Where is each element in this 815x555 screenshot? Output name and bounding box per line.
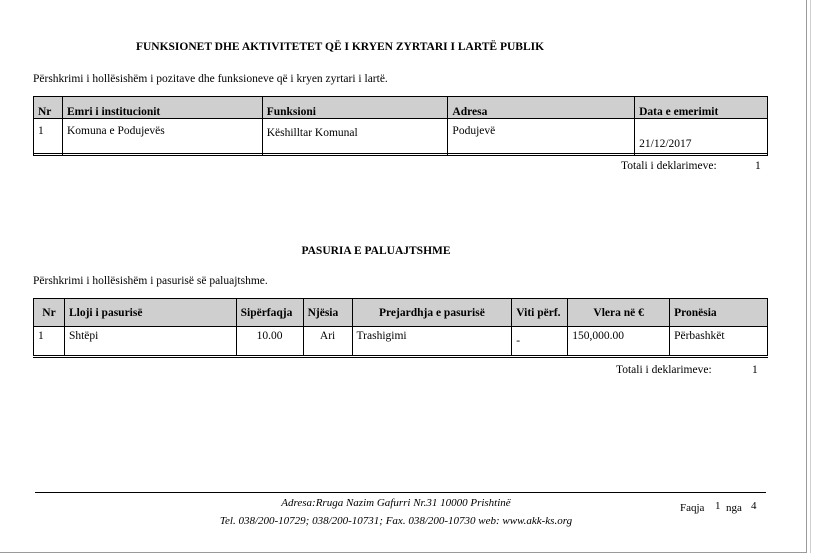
cell-area: 10.00: [236, 327, 303, 356]
cell-ownership: Përbashkët: [670, 327, 768, 356]
table-row: [34, 119, 768, 156]
col-header-function: Funksioni: [262, 97, 448, 119]
cell-function: Këshilltar Komunal: [262, 119, 448, 156]
section1-description: Përshkrimi i hollësishëm i pozitave dhe funksioneve që i kryen zyrtari i lartë.: [33, 73, 388, 85]
col-header-origin: Prejardhja e pasurisë: [352, 299, 512, 327]
footer-contact: Tel. 038/200-10729; 038/200-10731; Fax. 038/200-10730 web: www.akk-ks.org: [219, 515, 573, 527]
section1-total-label: Totali i deklarimeve:: [621, 160, 717, 172]
section2-total-label: Totali i deklarimeve:: [616, 364, 712, 376]
section1-total-value: 1: [755, 160, 761, 172]
section2-total-value: 1: [752, 364, 758, 376]
immovable-property-table: [33, 298, 768, 356]
page-edge: [806, 0, 807, 553]
functions-table: [33, 96, 768, 156]
col-header-institution: Emri i institucionit: [62, 97, 262, 119]
page-edge-bottom: [0, 552, 807, 553]
section2-title: PASURIA E PALUAJTSHME: [301, 245, 451, 257]
cell-nr: 1: [34, 119, 63, 156]
cell-value: 150,000.00: [568, 327, 670, 356]
table-header-row: [34, 97, 768, 119]
cell-property-type: Shtëpi: [64, 327, 236, 356]
cell-origin: Trashigimi: [352, 327, 512, 356]
cell-address: Podujevë: [448, 119, 635, 156]
col-header-unit: Njësia: [303, 299, 352, 327]
col-header-appointment-date: Data e emerimit: [635, 97, 768, 119]
page-label: Faqja: [680, 502, 705, 514]
page-of-label: nga: [726, 502, 742, 514]
col-header-address: Adresa: [448, 97, 635, 119]
footer-address: Adresa:Rruga Nazim Gafurri Nr.31 10000 Prishtinë: [281, 497, 511, 509]
footer-rule: [35, 492, 766, 493]
page-total: 4: [751, 500, 757, 512]
col-header-nr: Nr: [34, 97, 63, 119]
col-header-value: Vlera në €: [568, 299, 670, 327]
col-header-property-type: Lloji i pasurisë: [64, 299, 236, 327]
section1-title: FUNKSIONET DHE AKTIVITETET QË I KRYEN ZYRTARI I LARTË PUBLIK: [135, 41, 545, 53]
col-header-year: Viti përf.: [512, 299, 568, 327]
col-header-area: Sipërfaqja: [236, 299, 303, 327]
cell-appointment-date: 21/12/2017: [635, 119, 768, 156]
table-bottom-rule: [33, 357, 768, 358]
cell-nr: 1: [34, 327, 65, 356]
table-header-row: [34, 299, 768, 327]
cell-year: -: [512, 327, 568, 356]
section2-description: Përshkrimi i hollësishëm i pasurisë së paluajtshme.: [33, 275, 268, 287]
cell-unit: Ari: [303, 327, 352, 356]
table-row: [34, 327, 768, 356]
col-header-nr: Nr: [34, 299, 65, 327]
table-bottom-rule: [33, 153, 768, 154]
cell-institution: Komuna e Podujevës: [62, 119, 262, 156]
page-number: 1: [715, 500, 721, 512]
page-edge-shadow: [810, 0, 811, 553]
col-header-ownership: Pronësia: [670, 299, 768, 327]
